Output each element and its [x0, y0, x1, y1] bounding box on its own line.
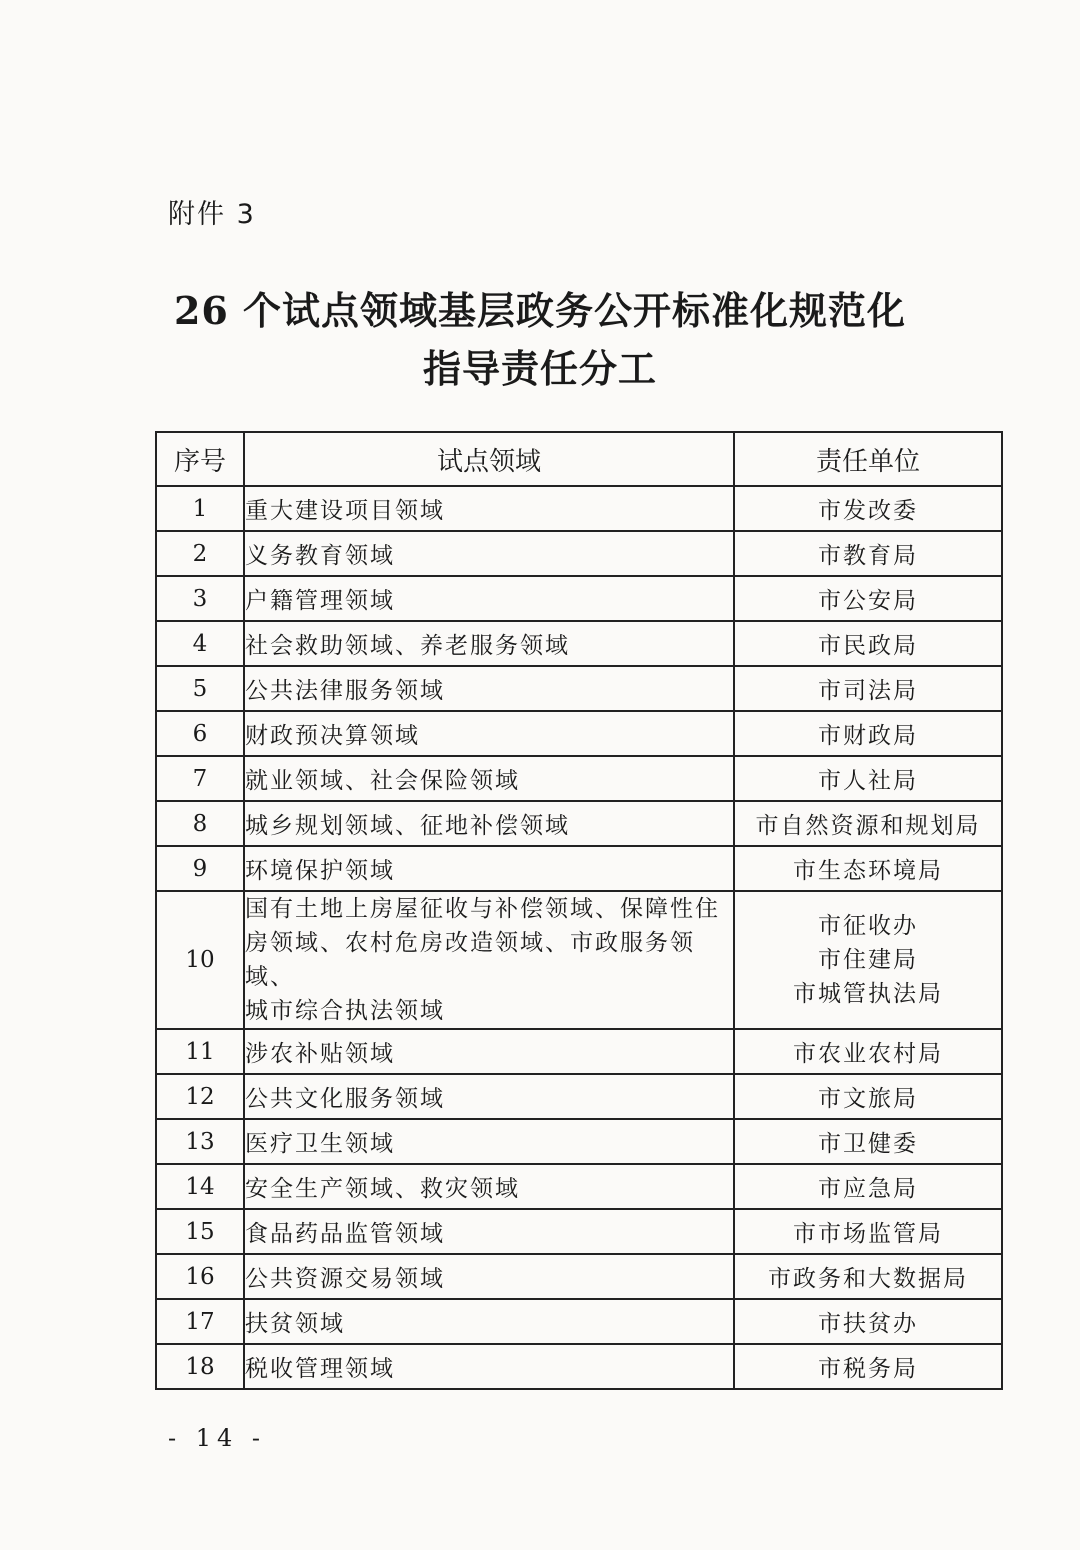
- pilot-area: 税收管理领域: [244, 1344, 734, 1389]
- row-number: 17: [156, 1299, 244, 1344]
- row-number: 2: [156, 531, 244, 576]
- responsible-unit: 市农业农村局: [734, 1029, 1002, 1074]
- table-row: [156, 1299, 1002, 1344]
- row-number: 14: [156, 1164, 244, 1209]
- pilot-area-line: 房领域、农村危房改造领域、市政服务领域、: [245, 930, 695, 990]
- pilot-area: 公共资源交易领域: [244, 1254, 734, 1299]
- responsible-unit: 市民政局: [734, 621, 1002, 666]
- row-number: 4: [156, 621, 244, 666]
- pilot-area-line: 国有土地上房屋征收与补偿领域、保障性住: [245, 896, 720, 922]
- pilot-area: 社会救助领域、养老服务领域: [244, 621, 734, 666]
- responsible-unit: 市市场监管局: [734, 1209, 1002, 1254]
- responsible-unit: 市税务局: [734, 1344, 1002, 1389]
- responsible-unit: 市发改委: [734, 486, 1002, 531]
- table-row: [156, 486, 1002, 531]
- row-number: 13: [156, 1119, 244, 1164]
- table-row: [156, 531, 1002, 576]
- page-number: - 14 -: [168, 1424, 267, 1452]
- row-number: 3: [156, 576, 244, 621]
- pilot-area: 安全生产领域、救灾领域: [244, 1164, 734, 1209]
- table-row: [156, 1209, 1002, 1254]
- table-row: [156, 1344, 1002, 1389]
- table-row: [156, 1254, 1002, 1299]
- responsible-unit: [734, 891, 1002, 1029]
- pilot-area: 城乡规划领域、征地补偿领域: [244, 801, 734, 846]
- pilot-area: 扶贫领域: [244, 1299, 734, 1344]
- pilot-area: 食品药品监管领域: [244, 1209, 734, 1254]
- pilot-area: 医疗卫生领域: [244, 1119, 734, 1164]
- pilot-area: 公共法律服务领域: [244, 666, 734, 711]
- pilot-area: 重大建设项目领域: [244, 486, 734, 531]
- pilot-area: 义务教育领域: [244, 531, 734, 576]
- responsible-unit: 市教育局: [734, 531, 1002, 576]
- table-row: [156, 576, 1002, 621]
- pilot-area-line: 城市综合执法领域: [245, 998, 445, 1024]
- table-header-row: [156, 432, 1002, 486]
- pilot-area: 户籍管理领域: [244, 576, 734, 621]
- row-number: 5: [156, 666, 244, 711]
- responsible-unit: 市财政局: [734, 711, 1002, 756]
- pilot-area: 就业领域、社会保险领域: [244, 756, 734, 801]
- pilot-area: 公共文化服务领域: [244, 1074, 734, 1119]
- row-number: 8: [156, 801, 244, 846]
- row-number: 7: [156, 756, 244, 801]
- responsible-unit: 市卫健委: [734, 1119, 1002, 1164]
- responsible-unit: 市文旅局: [734, 1074, 1002, 1119]
- row-number: 1: [156, 486, 244, 531]
- responsibility-table: [155, 431, 1003, 1390]
- header-area: 试点领域: [244, 432, 734, 486]
- table-row: [156, 711, 1002, 756]
- pilot-area: 财政预决算领域: [244, 711, 734, 756]
- table-row: [156, 1074, 1002, 1119]
- row-number: 18: [156, 1344, 244, 1389]
- responsible-unit: 市扶贫办: [734, 1299, 1002, 1344]
- row-number: 9: [156, 846, 244, 891]
- responsible-unit-line: 市城管执法局: [793, 981, 943, 1007]
- responsible-unit: 市自然资源和规划局: [734, 801, 1002, 846]
- table-row: [156, 891, 1002, 1029]
- responsible-unit: 市司法局: [734, 666, 1002, 711]
- row-number: 12: [156, 1074, 244, 1119]
- row-number: 10: [156, 891, 244, 1029]
- table-row: [156, 1164, 1002, 1209]
- pilot-area: [244, 891, 734, 1029]
- table-row: [156, 1119, 1002, 1164]
- responsible-unit: 市生态环境局: [734, 846, 1002, 891]
- row-number: 16: [156, 1254, 244, 1299]
- table-row: [156, 621, 1002, 666]
- header-no: 序号: [156, 432, 244, 486]
- responsible-unit: 市应急局: [734, 1164, 1002, 1209]
- table-row: [156, 801, 1002, 846]
- document-title-line-1: 26 个试点领域基层政务公开标准化规范化: [173, 288, 907, 333]
- row-number: 6: [156, 711, 244, 756]
- row-number: 11: [156, 1029, 244, 1074]
- attachment-label: 附件 3: [168, 199, 256, 230]
- table-row: [156, 846, 1002, 891]
- table-row: [156, 1029, 1002, 1074]
- responsible-unit-line: 市征收办: [818, 913, 918, 939]
- responsible-unit: 市公安局: [734, 576, 1002, 621]
- row-number: 15: [156, 1209, 244, 1254]
- pilot-area: 环境保护领域: [244, 846, 734, 891]
- header-unit: 责任单位: [734, 432, 1002, 486]
- responsible-unit: 市人社局: [734, 756, 1002, 801]
- table-row: [156, 756, 1002, 801]
- document-title-line-2: 指导责任分工: [422, 346, 657, 391]
- table-row: [156, 666, 1002, 711]
- responsible-unit-line: 市住建局: [818, 947, 918, 973]
- responsible-unit: 市政务和大数据局: [734, 1254, 1002, 1299]
- pilot-area: 涉农补贴领域: [244, 1029, 734, 1074]
